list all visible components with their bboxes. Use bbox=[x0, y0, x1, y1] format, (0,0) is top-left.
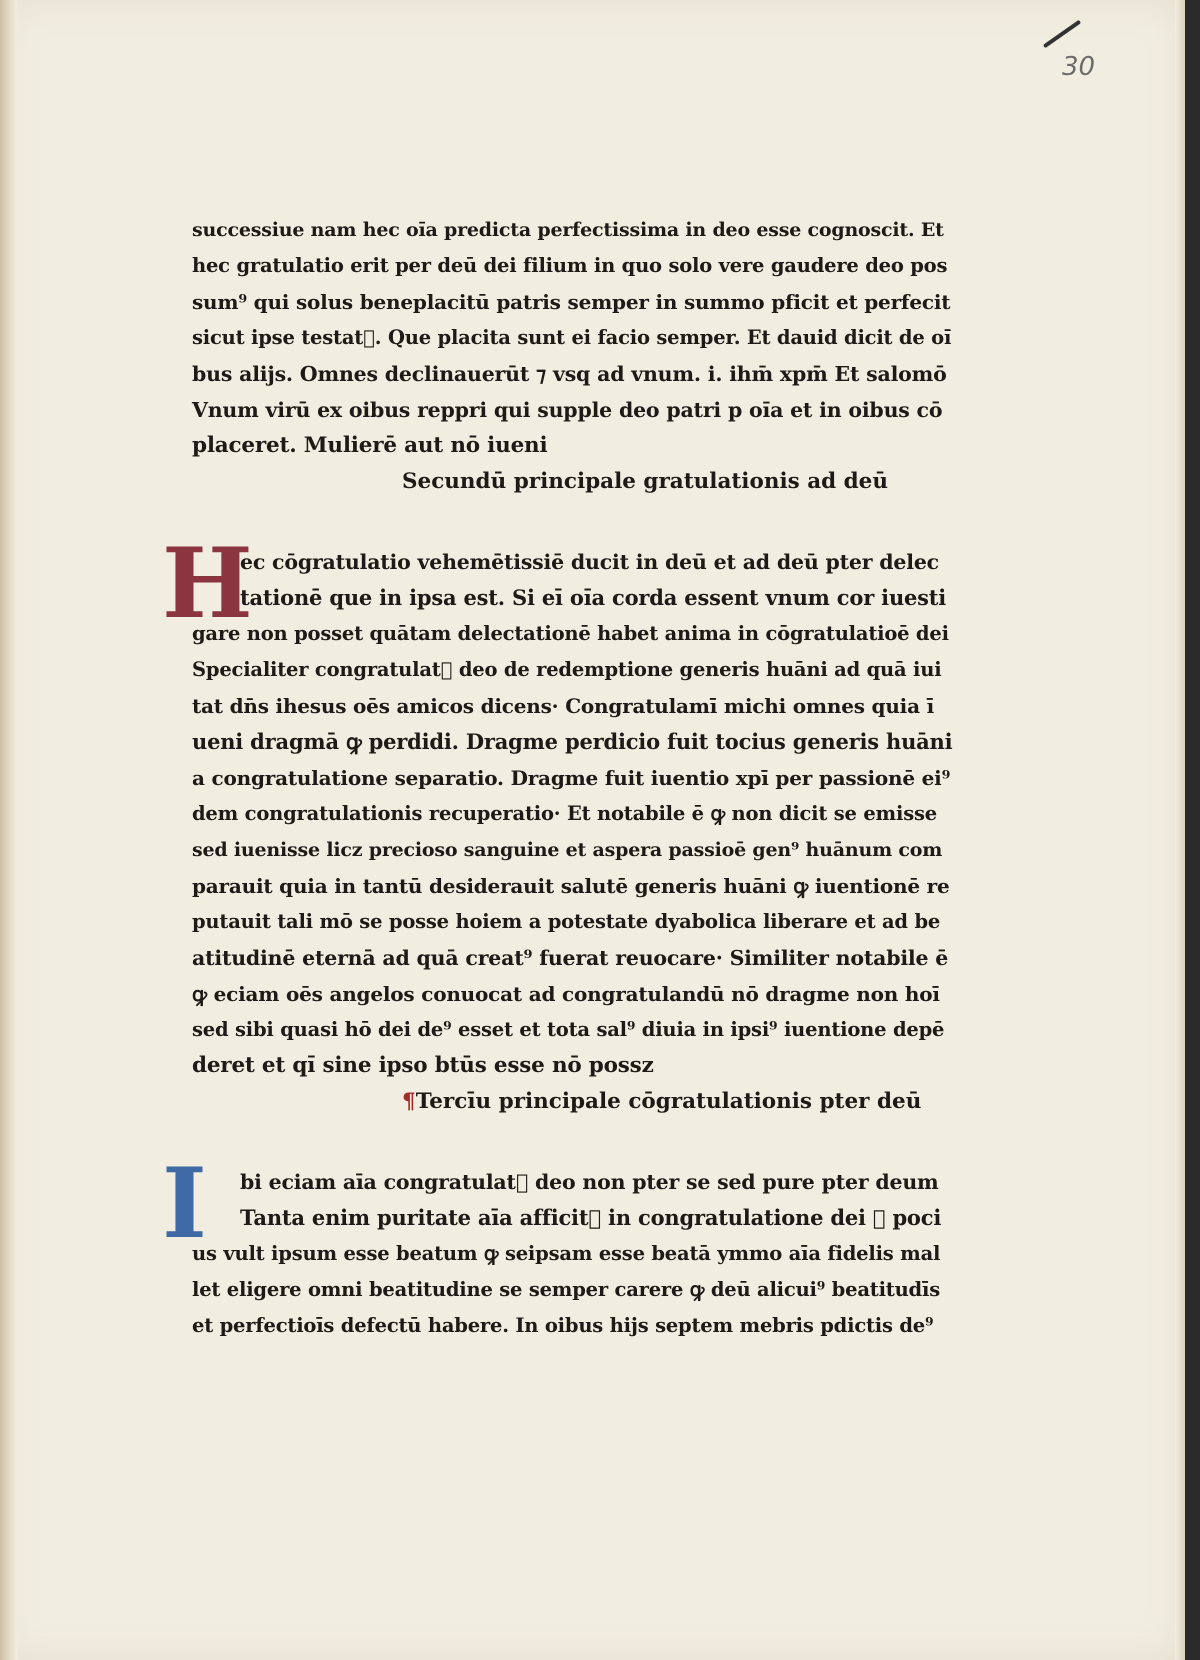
text-line: bus alijs. Omnes declinauerūt ⁊ vsq ad vnum. i. ihm̄ xpm̄ Et salomō bbox=[192, 362, 947, 386]
paragraph-mark: ¶ bbox=[402, 1089, 416, 1114]
text-line: placeret. Mulierē aut nō iueni bbox=[192, 433, 548, 458]
text-line: let eligere omni beatitudine se semper carere ꝙ deū alicui⁹ beatitudīs bbox=[192, 1278, 940, 1301]
folio-number: 30 bbox=[1062, 52, 1096, 82]
text-line: ꝙ eciam oēs angelos conuocat ad congratulandū nō dragme non hoī bbox=[192, 982, 940, 1006]
text-line: tationē que in ipsa est. Si eī oı̄a corda essent vnum cor iuesti bbox=[240, 585, 947, 610]
spacer bbox=[192, 1120, 952, 1164]
text-line: sed iuenisse licz precioso sanguine et aspera passioē gen⁹ huānum com bbox=[192, 839, 943, 861]
text-line: et perfectioīs defectū habere. In oibus hijs septem mebris pdictis de⁹ bbox=[192, 1314, 934, 1337]
page-edge bbox=[1175, 0, 1185, 1660]
section-heading bbox=[192, 1084, 952, 1120]
spacer bbox=[192, 500, 952, 544]
text-block bbox=[162, 212, 953, 1344]
text-line: ec cōgratulatio vehemētissiē ducit in deū et ad deū pter delec bbox=[240, 550, 939, 574]
text-line: successiue nam hec oı̄a predicta perfectissima in deo esse cognoscit. Et bbox=[192, 219, 944, 241]
text-line: us vult ipsum esse beatum ꝙ seipsam esse beatā ymmo aīa fidelis mal bbox=[192, 1242, 941, 1265]
text-line: parauit quia in tantū desiderauit salutē generis huāni ꝙ iuentionē re bbox=[192, 874, 950, 898]
drop-initial: H bbox=[162, 527, 253, 640]
text-line: ueni dragmā ꝙ perdidi. Dragme perdicio fuit tocius generis huāni bbox=[192, 729, 953, 754]
text-line: atitudinē eternā ad quā creat⁹ fuerat reuocare· Similiter notabile ē bbox=[192, 946, 949, 970]
text-line: a congratulatione separatio. Dragme fuit iuentio xpī per passionē ei⁹ bbox=[192, 766, 951, 790]
text-line: deret et qı̄ sine ipso btūs esse nō possz bbox=[192, 1053, 654, 1078]
section-1 bbox=[192, 212, 952, 464]
text-line: sum⁹ qui solus beneplacitū patris semper in summo pficit et perfecit bbox=[192, 290, 951, 314]
text-line: Tanta enim puritate aīa afficit᷑ in congratulatione dei ꝙ poci bbox=[240, 1205, 942, 1230]
heading-text: Tercīu principale cōgratulationis pter deū bbox=[415, 1089, 922, 1114]
text-line: Specialiter congratulat᷑ deo de redemptione generis huāni ad quā iui bbox=[192, 658, 942, 681]
text-line: bi eciam aīa congratulat᷑ deo non pter se sed pure pter deum bbox=[240, 1170, 939, 1194]
section-3 bbox=[162, 1147, 952, 1344]
drop-initial: I bbox=[162, 1147, 207, 1260]
text-line: sed sibi quasi hō dei de⁹ esset et tota sal⁹ diuia in ipsi⁹ iuentione depē bbox=[192, 1018, 945, 1041]
text-line: Vnum virū ex oibus reppri qui supple deo patri p oı̄a et in oibus cō bbox=[192, 398, 943, 422]
text-line: putauit tali mō se posse hoiem a potestate dyabolica liberare et ad be bbox=[192, 910, 941, 933]
gutter-shadow bbox=[0, 0, 18, 1660]
text-line: gare non posset quātam delectationē habet anima in cōgratulatioē dei bbox=[192, 622, 949, 645]
text-line: sicut ipse testat᷑. Que placita sunt ei facio semper. Et dauid dicit de oı̄ bbox=[192, 326, 952, 349]
pen-mark bbox=[1043, 20, 1081, 49]
text-line: tat dn̄s ihesus oēs amicos dicens· Congratulamī michi omnes quia ī bbox=[192, 694, 935, 718]
text-line: dem congratulationis recuperatio· Et notabile ē ꝙ non dicit se emisse bbox=[192, 802, 937, 825]
section-heading bbox=[192, 464, 952, 500]
section-2 bbox=[162, 527, 953, 1084]
heading-text: Secundū principale gratulationis ad deū bbox=[402, 469, 888, 494]
text-line: hec gratulatio erit per deū dei filium in quo solo vere gaudere deo pos bbox=[192, 254, 948, 277]
